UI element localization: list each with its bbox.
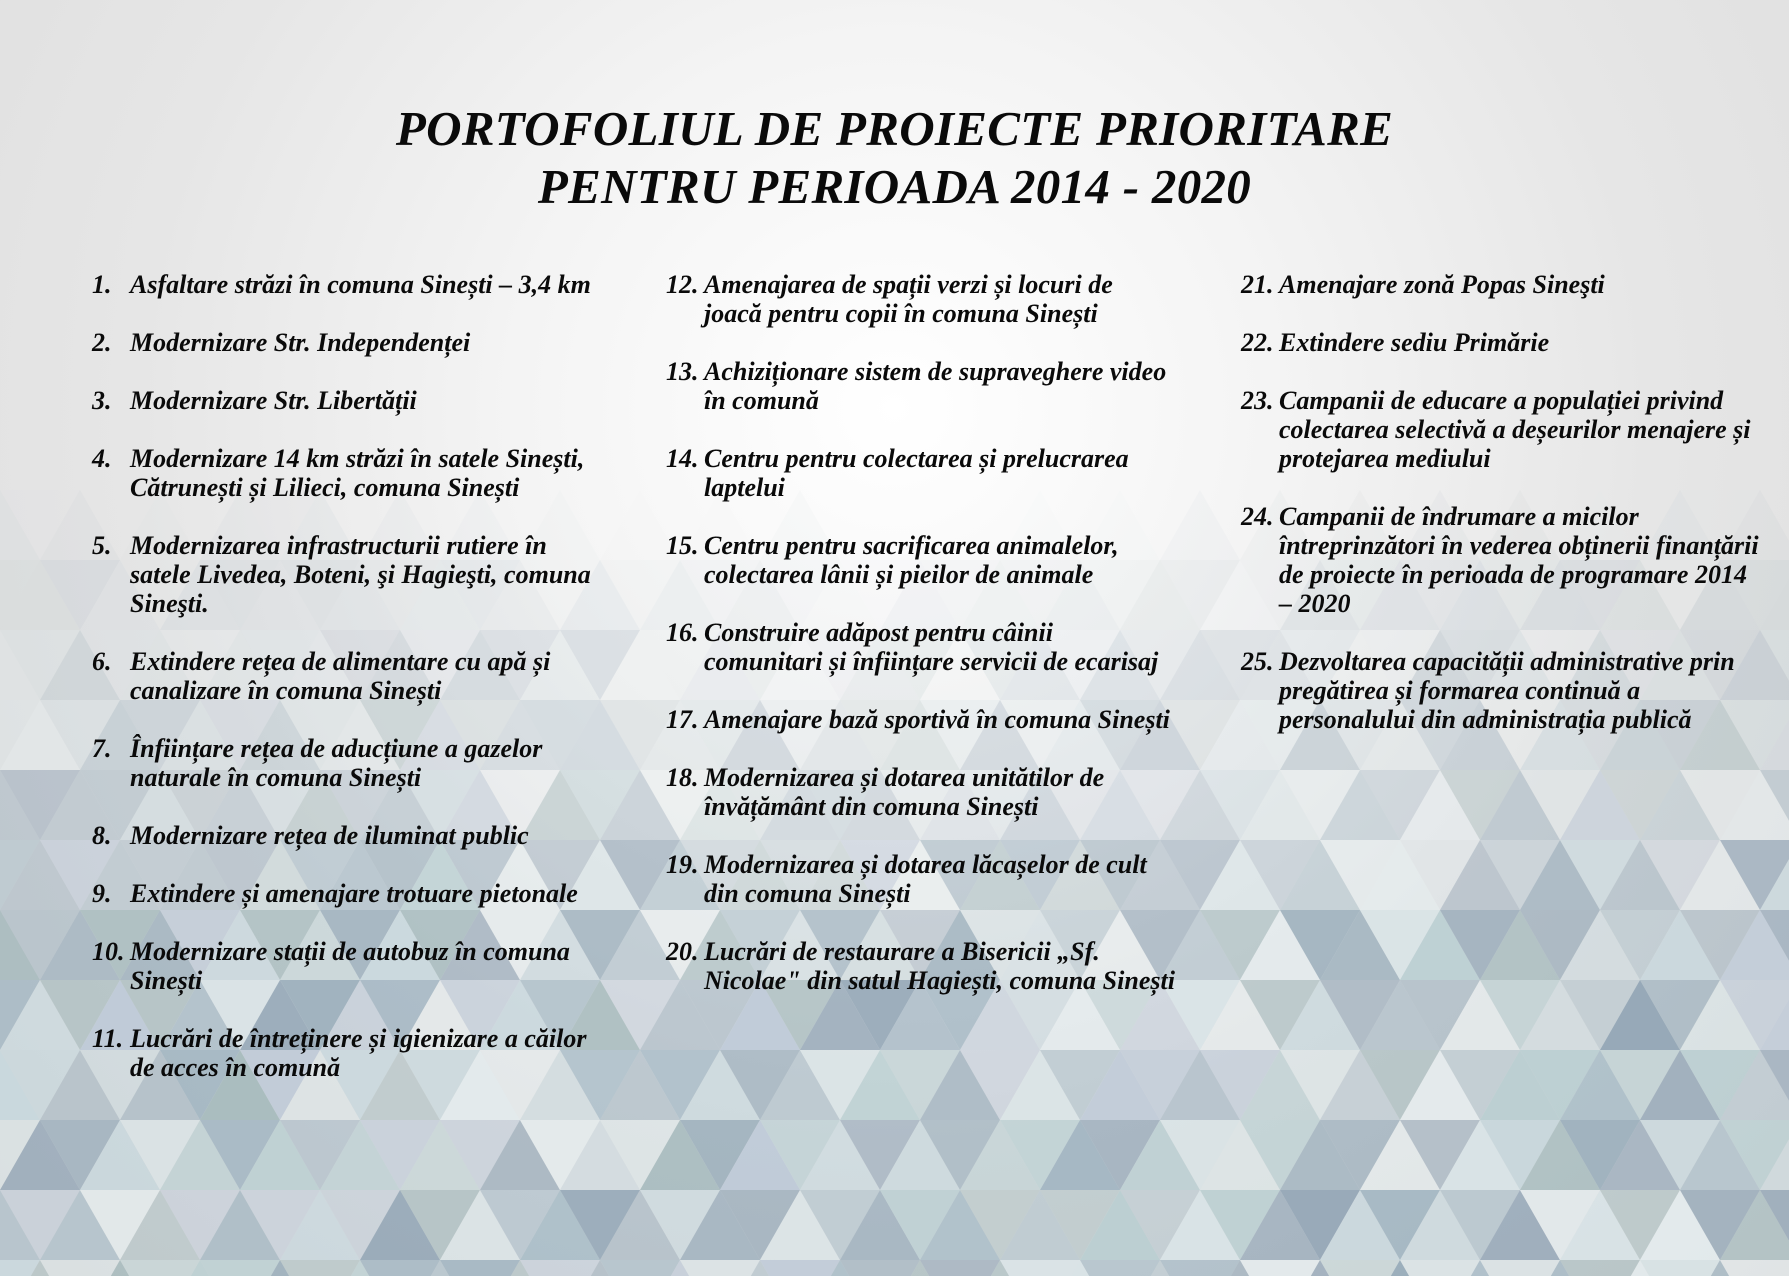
project-item (1241, 386, 1761, 473)
item-text: Modernizare stații de autobuz în comuna Sinești (130, 937, 570, 995)
item-text: Modernizarea și dotarea lăcașelor de cult din comuna Sinești (704, 850, 1147, 908)
item-text: Construire adăpost pentru câinii comunitari și înființare servicii de ecarisaj (704, 618, 1159, 676)
item-text: Amenajare bază sportivă în comuna Sinești (704, 705, 1170, 734)
item-text: Extindere și amenajare trotuare pietonale (130, 879, 578, 908)
item-text: Extindere rețea de alimentare cu apă și canalizare în comuna Sinești (130, 647, 551, 705)
item-text: Achiziționare sistem de supraveghere video în comună (704, 357, 1167, 415)
item-text: Centru pentru sacrificarea animalelor, colectarea lânii și pieilor de animale (704, 531, 1119, 589)
item-number: 1. (92, 270, 112, 299)
item-text: Modernizarea infrastructurii rutiere în satele Livedea, Boteni, şi Hagieşti, comuna Sineşti. (130, 531, 591, 618)
project-item (1241, 270, 1761, 299)
project-item (92, 444, 612, 502)
item-number: 15. (666, 531, 699, 560)
project-item (92, 270, 612, 299)
item-number: 18. (666, 763, 699, 792)
item-text: Centru pentru colectarea și prelucrarea laptelui (704, 444, 1129, 502)
item-text: Modernizare Str. Independenței (130, 328, 471, 357)
project-item (666, 531, 1176, 589)
page-title (0, 100, 1789, 216)
project-item (92, 647, 612, 705)
item-text: Înființare rețea de aducțiune a gazelor naturale în comuna Sinești (130, 734, 543, 792)
item-number: 13. (666, 357, 699, 386)
project-item (92, 821, 612, 850)
item-number: 20. (666, 937, 699, 966)
project-item (666, 618, 1176, 676)
item-number: 17. (666, 705, 699, 734)
item-number: 9. (92, 879, 112, 908)
item-text: Lucrări de întreținere și igienizare a căilor de acces în comună (130, 1024, 587, 1082)
project-list-column-1 (92, 270, 612, 1111)
project-item (666, 705, 1176, 734)
project-item (92, 937, 612, 995)
item-text: Dezvoltarea capacității administrative prin pregătirea și formarea continuă a personalului din administrația publică (1279, 647, 1735, 734)
item-number: 21. (1241, 270, 1274, 299)
item-text: Extindere sediu Primărie (1279, 328, 1550, 357)
project-item (1241, 647, 1761, 734)
item-text: Campanii de educare a populației privind colectarea selectivă a deșeurilor menajere și protejarea mediului (1279, 386, 1751, 473)
item-text: Modernizare rețea de iluminat public (130, 821, 529, 850)
project-item (666, 270, 1176, 328)
project-list-column-3 (1241, 270, 1761, 763)
item-text: Modernizare Str. Libertății (130, 386, 417, 415)
item-number: 2. (92, 328, 112, 357)
item-number: 7. (92, 734, 112, 763)
item-number: 22. (1241, 328, 1274, 357)
item-text: Campanii de îndrumare a micilor întreprinzători în vederea obținerii finanțării de proiecte în perioada de programare 2014 – 2020 (1279, 502, 1759, 618)
item-number: 8. (92, 821, 112, 850)
item-number: 23. (1241, 386, 1274, 415)
item-number: 3. (92, 386, 112, 415)
project-item (92, 531, 612, 618)
item-text: Amenajarea de spații verzi și locuri de joacă pentru copii în comuna Sinești (704, 270, 1113, 328)
item-text: Modernizarea și dotarea unitătilor de învățământ din comuna Sinești (704, 763, 1105, 821)
item-number: 6. (92, 647, 112, 676)
project-item (666, 850, 1176, 908)
project-item (666, 937, 1176, 995)
item-number: 24. (1241, 502, 1274, 531)
project-item (666, 763, 1176, 821)
project-item (92, 386, 612, 415)
item-number: 25. (1241, 647, 1274, 676)
title-line-2: PENTRU PERIOADA 2014 - 2020 (537, 159, 1252, 214)
item-number: 5. (92, 531, 112, 560)
project-item (1241, 502, 1761, 618)
item-number: 16. (666, 618, 699, 647)
project-item (92, 1024, 612, 1082)
item-text: Asfaltare străzi în comuna Sinești – 3,4 km (130, 270, 591, 299)
item-text: Lucrări de restaurare a Bisericii „Sf. Nicolae" din satul Hagiești, comuna Sinești (704, 937, 1175, 995)
item-number: 10. (92, 937, 125, 966)
item-text: Modernizare 14 km străzi în satele Sinești, Cătrunești și Lilieci, comuna Sinești (130, 444, 585, 502)
project-list-column-2 (666, 270, 1176, 1024)
item-number: 12. (666, 270, 699, 299)
project-item (92, 734, 612, 792)
project-item (1241, 328, 1761, 357)
project-item (92, 328, 612, 357)
project-item (666, 357, 1176, 415)
item-number: 4. (92, 444, 112, 473)
title-line-1: PORTOFOLIUL DE PROIECTE PRIORITARE (395, 101, 1394, 156)
item-text: Amenajare zonă Popas Sineşti (1279, 270, 1605, 299)
project-item (92, 879, 612, 908)
item-number: 14. (666, 444, 699, 473)
item-number: 11. (92, 1024, 124, 1053)
project-item (666, 444, 1176, 502)
item-number: 19. (666, 850, 699, 879)
